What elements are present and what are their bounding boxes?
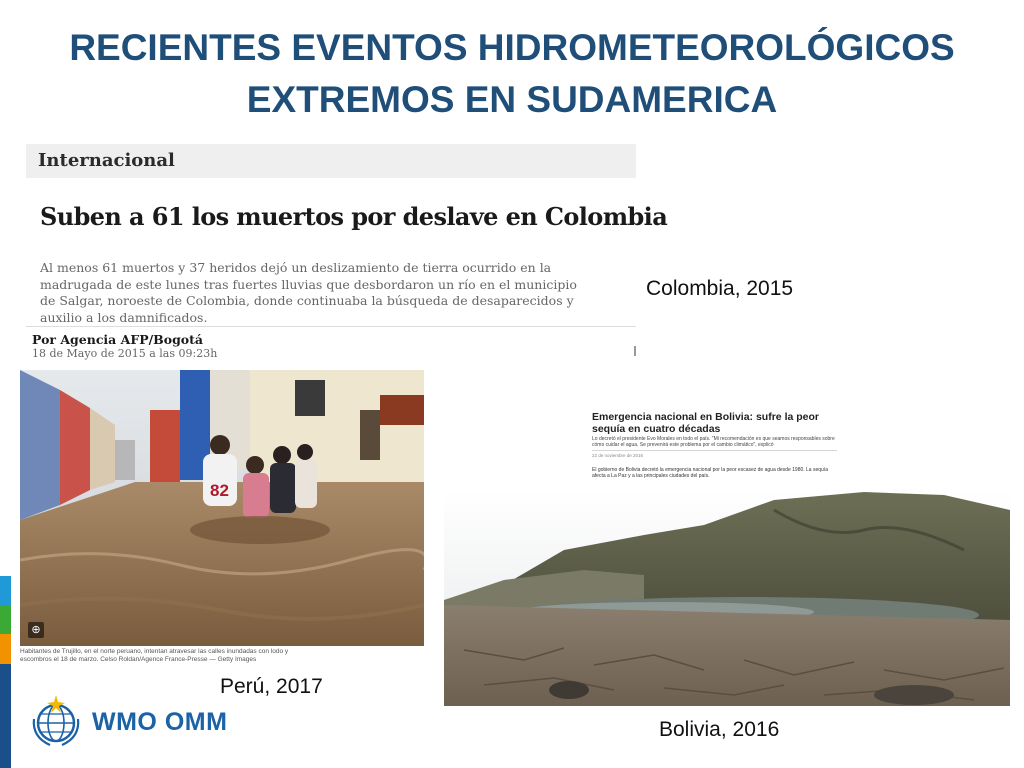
building-far-left xyxy=(115,440,135,480)
rock xyxy=(549,681,589,699)
accent-bar-orange xyxy=(0,634,11,664)
bolivia-body: El gobierno de Bolivia decretó la emergencia nacional por la peor escasez de agua desde 1980. La sequía afecta a La Paz y a las principales ciudades del país. xyxy=(592,467,828,479)
building-red-right xyxy=(150,410,180,488)
divider xyxy=(26,326,636,327)
person-head xyxy=(297,444,313,460)
slide-title-line1: RECIENTES EVENTOS HIDROMETEOROLÓGICOS xyxy=(69,27,955,68)
bolivia-drought-illustration xyxy=(444,490,1010,706)
accent-bar-green xyxy=(0,606,11,634)
bolivia-date: 22 de noviembre de 2016 xyxy=(592,453,644,458)
balcony xyxy=(380,395,424,425)
caption-colombia: Colombia, 2015 xyxy=(646,277,794,300)
person-body xyxy=(295,460,317,508)
person-head xyxy=(210,435,230,455)
bolivia-news-clipping xyxy=(585,405,840,485)
colombia-date: 18 de Mayo de 2015 a las 09:23h xyxy=(32,347,218,360)
caption-peru: Perú, 2017 xyxy=(220,675,323,698)
wmo-emblem-icon xyxy=(28,693,84,749)
person-head xyxy=(273,446,291,464)
muddy-water xyxy=(20,482,424,646)
person-head xyxy=(246,456,264,474)
peru-photo-credit: Habitantes de Trujillo, en el norte peruano, intentan atravesar las calles inundadas con lodo y escombros el 18 de marzo. Celso Roldan/Agence France-Presse — Getty Images xyxy=(20,648,289,663)
colombia-byline: Por Agencia AFP/Bogotá xyxy=(32,332,204,347)
section-header xyxy=(26,144,636,178)
slide-title-line2: EXTREMOS EN SUDAMERICA xyxy=(246,79,778,120)
colombia-headline: Suben a 61 los muertos por deslave en Colombia xyxy=(40,202,668,231)
building-blue-left xyxy=(20,370,60,520)
bolivia-lead: Lo decretó el presidente Evo Morales en todo el país. "Mi recomendación es que seamos responsables sobre cómo cuidar el agua. Se prevenirá este problema por el cambio climático", explicó xyxy=(592,436,835,448)
person-body xyxy=(270,463,296,513)
shirt-number: 82 xyxy=(210,481,229,500)
colombia-news-clipping xyxy=(26,140,668,368)
accent-bar-blue xyxy=(0,576,11,606)
person-body xyxy=(243,473,269,518)
door xyxy=(360,410,380,460)
building-red xyxy=(60,390,90,505)
slide-title xyxy=(0,22,1024,126)
window-1 xyxy=(295,380,325,416)
rock xyxy=(874,685,954,705)
bolivia-drought-photo xyxy=(444,490,1010,706)
splash xyxy=(190,516,330,544)
bolivia-headline: Emergencia nacional en Bolivia: sufre la peor sequía en cuatro décadas xyxy=(592,411,819,435)
scroll-marker xyxy=(634,346,636,356)
colombia-lead: Al menos 61 muertos y 37 heridos dejó un deslizamiento de tierra ocurrido en la madrugada de este lunes tras fuertes lluvias que desbordaron un río en el municipio de Salgar, noroeste de Colombia, donde continuaba la búsqueda de desaparecidos y auxilio a los damnificados. xyxy=(40,260,577,325)
zoom-icon[interactable]: ⊕ xyxy=(28,622,44,638)
divider xyxy=(592,450,837,451)
accent-bar-navy xyxy=(0,664,11,768)
caption-bolivia: Bolivia, 2016 xyxy=(659,718,780,741)
peru-flood-photo xyxy=(20,370,424,646)
section-label: Internacional xyxy=(38,150,175,171)
peru-flood-illustration xyxy=(20,370,424,646)
wmo-logo-text: WMO OMM xyxy=(92,708,228,736)
